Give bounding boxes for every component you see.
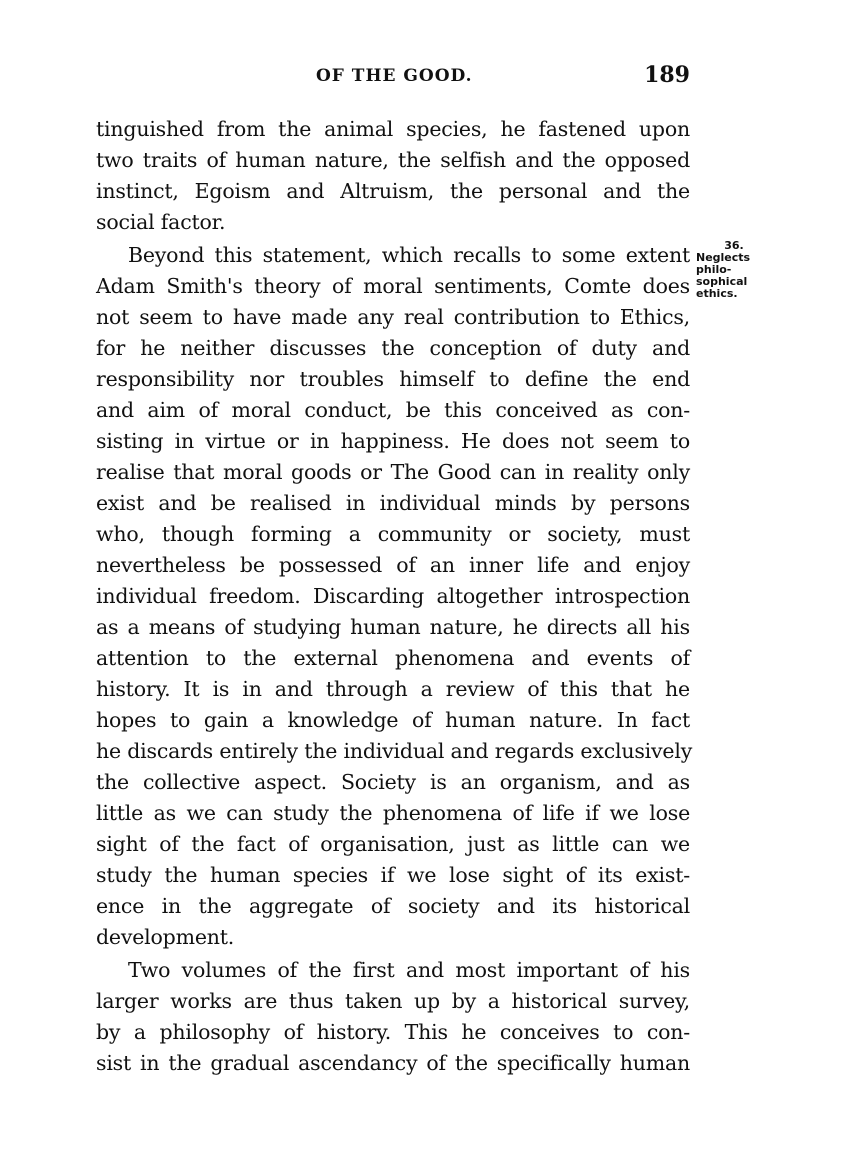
text-line: sist in the gradual ascendancy of the specifically human [96, 1051, 690, 1075]
text-line: instinct, Egoism and Altruism, the personal and the [96, 179, 690, 203]
margin-note-line: sophical [696, 275, 748, 288]
text-line: realise that moral goods or The Good can in reality only [96, 460, 690, 484]
margin-note [696, 240, 766, 300]
margin-note-line: Neglects [696, 251, 751, 264]
text-line: larger works are thus taken up by a historical survey, [96, 989, 690, 1013]
text-line: and aim of moral conduct, be this conceived as con- [96, 398, 690, 422]
text-line: nevertheless be possessed of an inner life and enjoy [96, 553, 690, 577]
text-line: by a philosophy of history. This he conceives to con- [96, 1020, 690, 1044]
running-head [96, 62, 690, 92]
text-line: study the human species if we lose sight of its exist- [96, 863, 690, 887]
text-line: tinguished from the animal species, he fastened upon [96, 117, 690, 141]
running-title: OF THE GOOD. [316, 66, 473, 86]
text-line: the collective aspect. Society is an organism, and as [96, 770, 690, 794]
page-number: 189 [644, 62, 690, 88]
text-line: ence in the aggregate of society and its historical [96, 894, 690, 918]
text-line: development. [96, 925, 235, 949]
margin-note-line: ethics. [696, 287, 738, 300]
text-line: two traits of human nature, the selfish and the opposed [96, 148, 690, 172]
text-line: sight of the fact of organisation, just as little can we [96, 832, 690, 856]
text-line: Two volumes of the first and most important of his [128, 958, 690, 982]
margin-note-number: 36. [724, 239, 744, 252]
text-line: attention to the external phenomena and events of [96, 646, 690, 670]
text-line: social factor. [96, 210, 226, 234]
text-line: history. It is in and through a review of this that he [96, 677, 690, 701]
text-line: hopes to gain a knowledge of human nature. In fact [96, 708, 690, 732]
text-line: exist and be realised in individual minds by persons [96, 491, 690, 515]
margin-note-line: philo- [696, 263, 732, 276]
text-line: Adam Smith's theory of moral sentiments, Comte does [96, 274, 690, 298]
text-line: Beyond this statement, which recalls to some extent [128, 243, 690, 267]
text-line: he discards entirely the individual and regards exclusively [96, 739, 693, 763]
text-line: as a means of studying human nature, he directs all his [96, 615, 690, 639]
text-line: not seem to have made any real contribution to Ethics, [96, 305, 690, 329]
text-line: who, though forming a community or society, must [96, 522, 690, 546]
text-line: for he neither discusses the conception of duty and [96, 336, 690, 360]
text-line: sisting in virtue or in happiness. He does not seem to [96, 429, 690, 453]
text-line: little as we can study the phenomena of life if we lose [96, 801, 690, 825]
text-line: individual freedom. Discarding altogether introspection [96, 584, 690, 608]
text-line: responsibility nor troubles himself to define the end [96, 367, 690, 391]
